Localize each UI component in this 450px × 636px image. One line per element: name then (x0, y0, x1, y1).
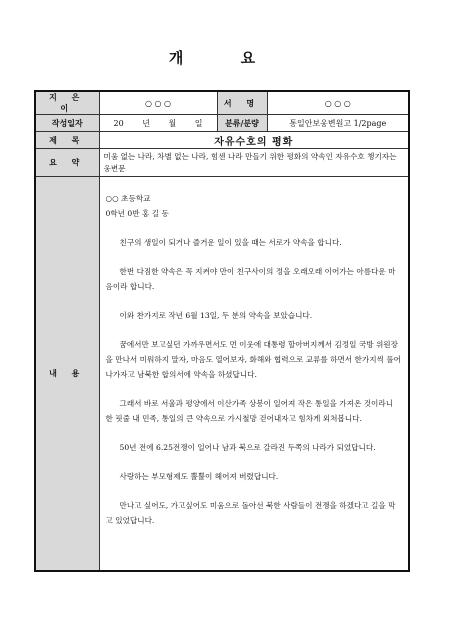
summary-row (35, 149, 409, 177)
summary-value: 미움 없는 나라, 차별 없는 나라, 힘센 나라 만들기 위한 평화의 약속인 자유수호 챙기자는 웅변문 (99, 149, 409, 177)
content-label: 내 용 (35, 177, 99, 571)
school-line: ○○ 초등학교 (105, 194, 151, 203)
page-title: 개 요 (168, 49, 282, 67)
author-row (35, 91, 409, 115)
paragraph-5: 그래서 바로 서울과 평양에서 이산가족 상봉이 일어져 작은 통일을 가져온 것이라니 한 핏줄 내 민족, 통일의 큰 약속으로 가시철망 걷어내자고 힘차게 외쳐봅니다. (105, 399, 394, 423)
paragraph-6: 50년 전에 6.25전쟁이 일어나 남과 북으로 갈라진 두쪽의 나라가 되었답니다. (119, 443, 376, 452)
paragraph-7: 사랑하는 부모형제도 뿔뿔이 헤어져 버렸답니다. (119, 472, 279, 481)
overview-form (34, 90, 410, 572)
paragraph-3: 이와 찬가지로 작년 6월 13일, 두 분의 약속을 보았습니다. (119, 311, 313, 320)
signature-value: ○ ○ ○ (267, 91, 409, 115)
category-value: 통일안보웅변원고 1/2page (267, 115, 409, 132)
author-label: 지 은 이 (35, 91, 99, 115)
content-body (99, 177, 409, 571)
paragraph-8: 만나고 싶어도, 가고싶어도 미움으로 돌아선 북한 사람들이 전쟁을 하겠다고 길을 막고 있었답니다. (105, 501, 396, 525)
paragraph-2: 한번 다짐한 약속은 꼭 지켜야 만이 친구사이의 정을 오래오래 이어가는 아름다운 마음이라 합니다. (105, 267, 396, 291)
paragraph-4: 꿈에서만 보고싶던 가까우면서도 먼 이웃에 대통령 할아버지께서 김정일 국방 위원장을 만나서 미워하지 말자, 마음도 열어보자, 화해와 협력으로 교류를 하면서 한가지씩 풀어나가자고 남북한 합의서에 약속을 하셨답니다. (105, 340, 401, 379)
subject-value: 자유수호의 평화 (99, 132, 409, 149)
subject-row (35, 132, 409, 149)
subject-label: 제 목 (35, 132, 99, 149)
student-line: 0학년 0반 홍 길 동 (105, 209, 169, 218)
date-label: 작성일자 (35, 115, 99, 132)
date-row (35, 115, 409, 132)
category-label: 분류/분량 (217, 115, 267, 132)
paragraph-1: 친구의 생일이 되거나 즐거운 일이 있을 때는 서로가 약속을 합니다. (119, 238, 342, 247)
author-value: ○ ○ ○ (99, 91, 217, 115)
date-value: 20 년 월 일 (99, 115, 217, 132)
summary-label: 요 약 (35, 149, 99, 177)
content-row (35, 177, 409, 571)
signature-label: 서 명 (217, 91, 267, 115)
